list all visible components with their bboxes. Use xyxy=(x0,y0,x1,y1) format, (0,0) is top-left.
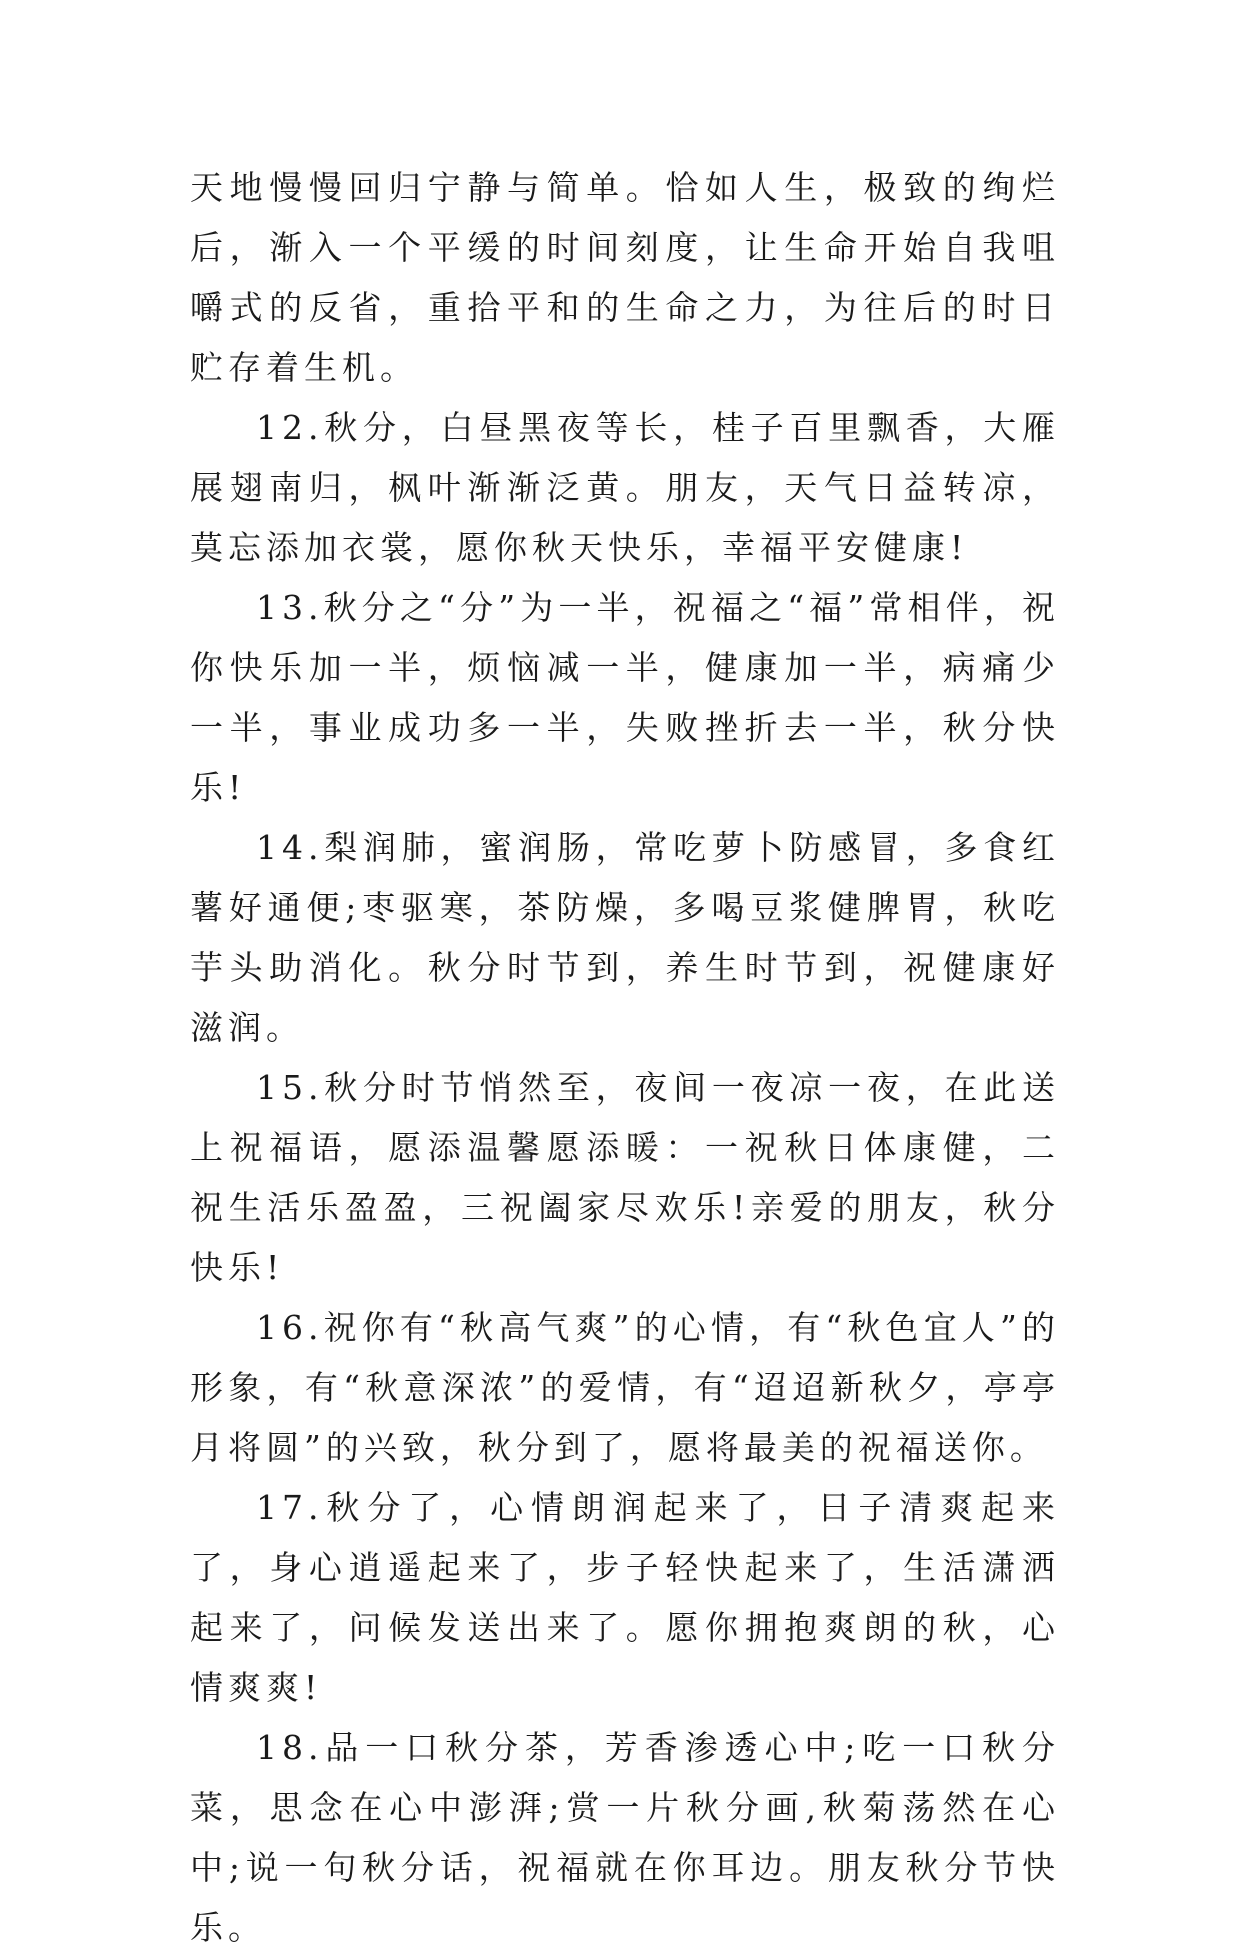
paragraph-continuation: 天地慢慢回归宁静与简单。恰如人生，极致的绚烂后，渐入一个平缓的时间刻度，让生命开始自我咀嚼式的反省，重拾平和的生命之力，为往后的时日贮存着生机。 xyxy=(190,168,1060,387)
paragraph-18: 18.品一口秋分茶，芳香渗透心中;吃一口秋分菜，思念在心中澎湃;赏一片秋分画,秋菊荡然在心中;说一句秋分话，祝福就在你耳边。朋友秋分节快乐。 xyxy=(190,1728,1060,1947)
paragraph-13: 13.秋分之“分”为一半，祝福之“福”常相伴，祝你快乐加一半，烦恼减一半，健康加一半，病痛少一半，事业成功多一半，失败挫折去一半，秋分快乐! xyxy=(190,588,1060,807)
paragraph-12: 12.秋分，白昼黑夜等长，桂子百里飘香，大雁展翅南归，枫叶渐渐泛黄。朋友，天气日益转凉，莫忘添加衣裳，愿你秋天快乐，幸福平安健康! xyxy=(190,408,1060,567)
document-body xyxy=(190,158,1060,1958)
paragraph-17: 17.秋分了，心情朗润起来了，日子清爽起来了，身心逍遥起来了，步子轻快起来了，生活潇洒起来了，问候发送出来了。愿你拥抱爽朗的秋，心情爽爽! xyxy=(190,1488,1060,1707)
paragraph-16: 16.祝你有“秋高气爽”的心情，有“秋色宜人”的形象，有“秋意深浓”的爱情，有“迢迢新秋夕，亭亭月将圆”的兴致，秋分到了，愿将最美的祝福送你。 xyxy=(190,1308,1060,1467)
paragraph-15: 15.秋分时节悄然至，夜间一夜凉一夜，在此送上祝福语，愿添温馨愿添暖：一祝秋日体康健，二祝生活乐盈盈，三祝阖家尽欢乐!亲爱的朋友，秋分快乐! xyxy=(190,1068,1060,1287)
paragraph-14: 14.梨润肺，蜜润肠，常吃萝卜防感冒，多食红薯好通便;枣驱寒，茶防燥，多喝豆浆健脾胃，秋吃芋头助消化。秋分时节到，养生时节到，祝健康好滋润。 xyxy=(190,828,1060,1047)
